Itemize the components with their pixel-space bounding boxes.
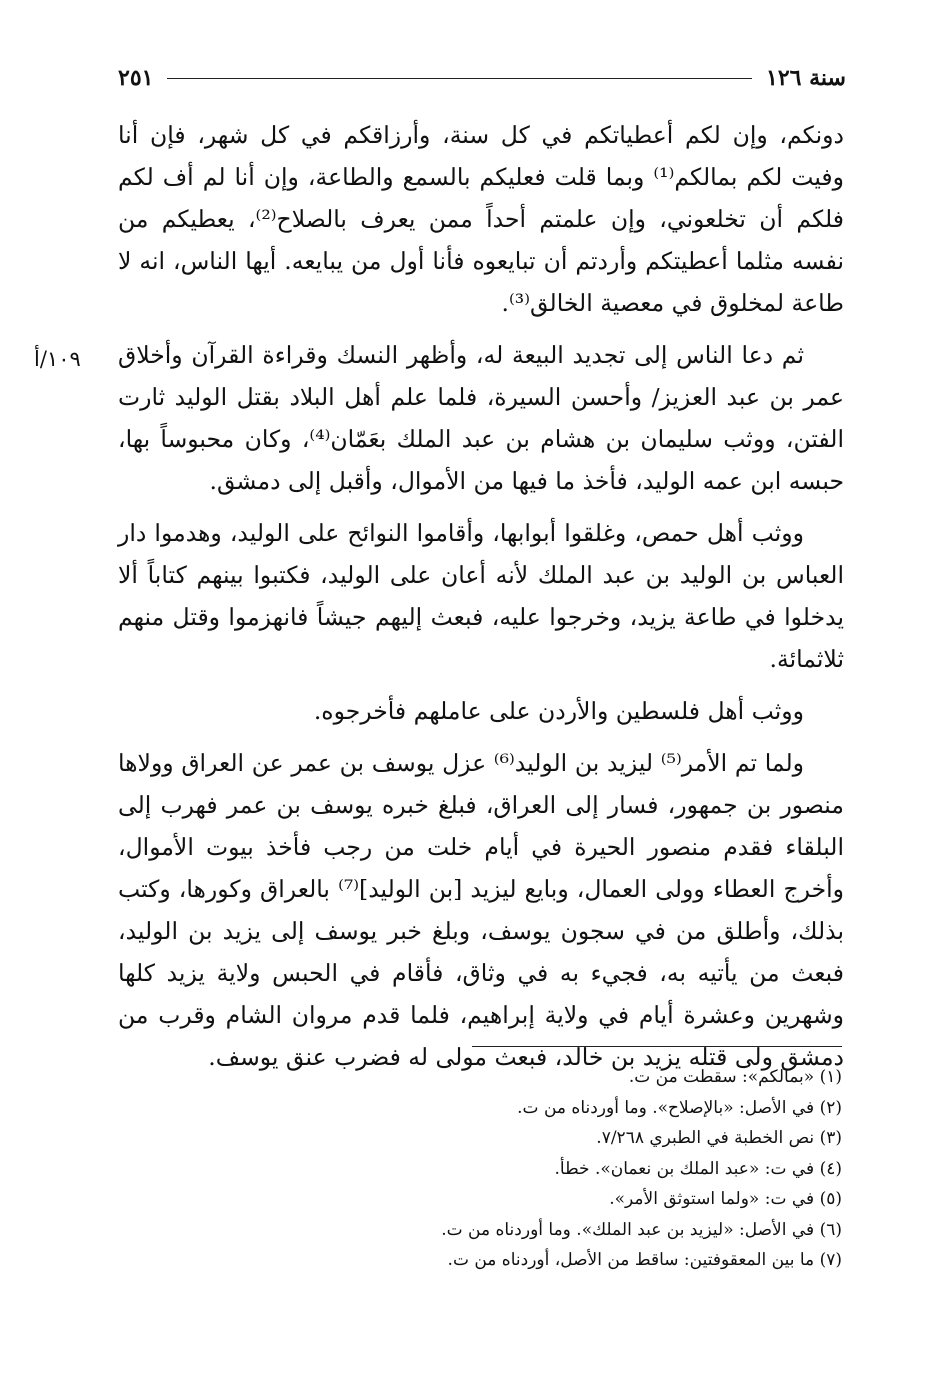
footnote-2: (٢) في الأصل: «بالإصلاح». وما أوردناه من ت. bbox=[517, 1097, 842, 1118]
footnote-4: (٤) في ت: «عبد الملك بن نعمان». خطأ. bbox=[554, 1158, 842, 1179]
footnote-1: (١) «بمالكم»: سقطت من ت. bbox=[628, 1067, 842, 1087]
paragraph-5: ولما تم الأمر⁽⁵⁾ ليزيد بن الوليد⁽⁶⁾ عزل يوسف بن عمر عن العراق وولاها منصور بن جمهور، فسار إلى العراق، فبلغ خبره يوسف بن عمر فهرب إلى البلقاء فقدم منصور الحيرة في أيام خلت من رجب فأخذ بيوت الأموال، وأخرج العطاء وولى العمال، وبايع ليزيد [بن الوليد]⁽⁷⁾ بالعراق وكورها، وكتب بذلك، وأطلق من في سجون يوسف، وبلغ خبر يوسف إلى يزيد بن الوليد، فبعث من يأتيه به، فجيء به في وثاق، فأقام في الحبس ولاية يزيد كلها وشهرين وعشرة أيام في ولاية إبراهيم، فلما قدم مروان الشام وقرب من دمشق ولى قتله يزيد بن خالد، فبعث مولى له فضرب عنق يوسف. bbox=[118, 749, 844, 1071]
paragraph-3: ووثب أهل حمص، وغلقوا أبوابها، وأقاموا النوائح على الوليد، وهدموا دار العباس بن الوليد بن عبد الملك لأنه أعان على الوليد، فكتبوا بينهم كتاباً ألا يدخلوا في طاعة يزيد، وخرجوا عليه، فبعث إليهم جيشاً فانهزموا وقتل منهم ثلاثمائة. bbox=[118, 519, 844, 673]
running-header bbox=[118, 58, 846, 98]
paragraph-2: ثم دعا الناس إلى تجديد البيعة له، وأظهر النسك وقراءة القرآن وأخلاق عمر بن عبد العزيز/ وأحسن السيرة، فلما علم أهل البلاد بقتل الوليد ثارت الفتن، ووثب سليمان بن هشام بن عبد الملك بعَمّان⁽⁴⁾، وكان محبوساً بها، حبسه ابن عمه الوليد، فأخذ ما فيها من الأموال، وأقبل إلى دمشق. bbox=[118, 341, 844, 495]
footnotes bbox=[118, 1062, 842, 1276]
footnote-separator bbox=[472, 1046, 842, 1047]
paragraph-1: دونكم، وإن لكم أعطياتكم في كل سنة، وأرزاقكم في كل شهر، فإن أنا وفيت لكم بمالكم⁽¹⁾ وبما قلت فعليكم بالسمع والطاعة، وإن أنا لم أف لكم فلكم أن تخلعوني، وإن علمتم أحداً ممن يعرف بالصلاح⁽²⁾، يعطيكم من نفسه مثلما أعطيتكم وأردتم أن تبايعوه فأنا أول من يبايعه. أيها الناس، انه لا طاعة لمخلوق في معصية الخالق⁽³⁾. bbox=[118, 121, 844, 317]
header-rule bbox=[167, 78, 752, 79]
footnote-5: (٥) في ت: «ولما استوثق الأمر». bbox=[609, 1189, 842, 1209]
footnote-3: (٣) نص الخطبة في الطبري ٧/٢٦٨. bbox=[596, 1128, 842, 1148]
manuscript-folio-ref: ١٠٩/أ bbox=[34, 347, 81, 371]
main-text bbox=[118, 114, 844, 1088]
footnote-6: (٦) في الأصل: «ليزيد بن عبد الملك». وما أوردناه من ت. bbox=[441, 1219, 842, 1240]
page-number: ٢٥١ bbox=[118, 65, 154, 91]
paragraph-4: ووثب أهل فلسطين والأردن على عاملهم فأخرجوه. bbox=[313, 697, 804, 725]
footnote-7: (٧) ما بين المعقوفتين: ساقط من الأصل، أوردناه من ت. bbox=[447, 1250, 842, 1270]
header-year: سنة ١٢٦ bbox=[766, 65, 846, 91]
